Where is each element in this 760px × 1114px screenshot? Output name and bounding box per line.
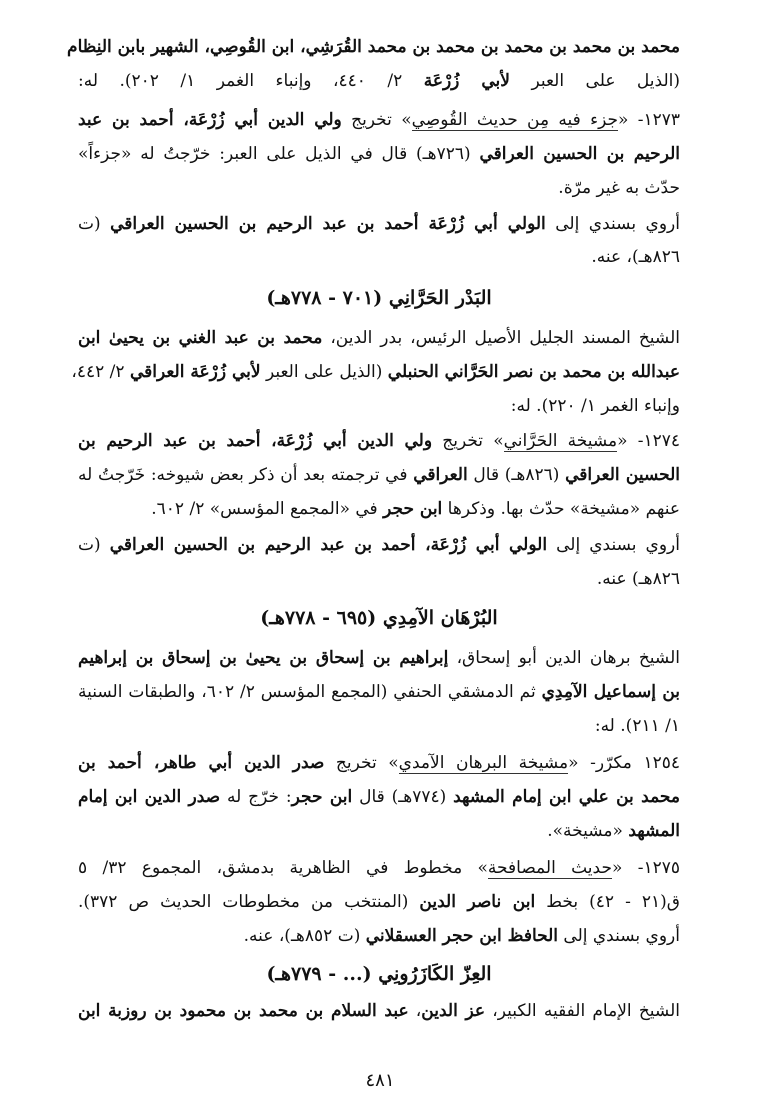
text-line [78,645,680,671]
text-run: ثم الدمشقي الحنفي (المجمع المؤسس ٢/ ٦٠٢، والطبقات السنية [78,682,542,702]
text-line [78,428,680,454]
bold-name: عز الدين [421,1001,486,1021]
bold-name: بن إسماعيل الآمِدِي [541,682,680,702]
text-line [78,244,680,270]
text-run: في «المجمع المؤسس» ٢/ ٦٠٢. [151,499,384,519]
text-run: » تخريج [432,431,504,451]
text-line [78,889,680,915]
text-run: حدّث به غير مرّة. [558,178,680,198]
text-run: ٨٢٦هـ) عنه. [596,569,680,589]
text-run: ١٢٧٤- « [617,431,681,451]
bold-name: ابن حجر [383,499,443,519]
text-line [78,496,680,522]
bold-name: الرحيم بن الحسين العراقي [479,144,680,164]
text-line [78,107,680,133]
text-run: (٧٢٦هـ) قال في الذيل على العبر: خرّجتُ له «جزءاً» [78,144,480,164]
text-run: وإنباء الغمر ١/ ٢٢٠). له: [510,396,680,416]
text-run: الشيخ المسند الجليل الأصيل الرئيس، بدر الدين، [322,328,681,348]
section-heading-burhan-amidi [78,604,680,632]
section-heading-badr-harrani [78,284,680,312]
heading-dates: (٧٠١ - ٧٧٨هـ) [266,287,383,309]
text-line [78,141,680,167]
text-run: الشيخ الإمام الفقيه الكبير، [485,1001,680,1021]
text-run: أروي بسندي إلى [558,926,680,946]
text-line [78,750,680,776]
text-line [71,359,680,385]
text-line [78,818,680,844]
bold-name: محمد بن علي ابن إمام المشهد [453,787,680,807]
bold-name: ابن حجر [291,787,353,807]
text-line [78,998,680,1024]
work-title: مشيخة البرهان الآمدي [398,753,569,773]
text-run: في ترجمته بعد أن ذكر بعض شيوخه: خَرّجتُ له [78,465,414,485]
text-run: » مخطوط في الظاهرية بدمشق، المجموع ٣٢/ ٥ [78,858,488,878]
text-line [78,175,680,201]
bold-name: إبراهيم بن إسحاق بن يحيىٰ بن إسحاق بن إبراهيم [78,648,449,668]
text-run: ١/ ٢١١). له: [594,716,680,736]
text-run: » تخريج [324,753,399,773]
text-run: ٢/ ٤٤٢، [71,362,130,382]
text-line [78,68,680,94]
bold-name: الحسين العراقي [565,465,680,485]
bold-name: لأبي زُرْعَة [423,71,510,91]
heading-dates: (٦٩٥ - ٧٧٨هـ) [260,607,377,629]
text-run: (ت [78,214,111,234]
text-run: (ت [78,535,110,555]
text-run: ٨٢٦هـ)، عنه. [591,247,680,267]
text-run: ١٢٧٣- « [617,110,680,130]
section-heading-izz-kazaruni [78,960,680,988]
bold-name: عبد السلام بن محمد بن محمود بن روزبة ابن [78,1001,409,1021]
text-run: (المنتخب من مخطوطات الحديث ص ٣٧٢). [78,892,420,912]
text-run: (الذيل على العبر [509,71,680,91]
text-line [78,713,680,739]
text-run: الشيخ برهان الدين أبو إسحاق، [448,648,680,668]
text-run: أروي بسندي إلى [547,535,680,555]
bold-name: محمد بن عبد الغني بن يحيىٰ ابن [78,328,323,348]
text-run: ٢/ ٤٤٠، وإنباء الغمر ١/ ٢٠٢). له: [78,71,424,91]
bold-name: صدر الدين أبي طاهر، أحمد بن [78,753,325,773]
bold-name: ابن ناصر الدين [419,892,536,912]
text-line [78,393,680,419]
text-run: ١٢٧٥- « [611,858,680,878]
text-run: : خرّج له [220,787,292,807]
text-line [67,34,680,60]
bold-name: الولي أبي زُرْعَة أحمد بن عبد الرحيم بن الحسين العراقي [110,214,546,234]
page-number: ٤٨١ [365,1070,395,1091]
work-title: جزء فيه مِن حديث القُوصِي [411,110,618,130]
bold-name: الولي أبي زُرْعَة، أحمد بن عبد الرحيم بن الحسين العراقي [109,535,548,555]
text-line [78,325,680,351]
text-line [78,211,680,237]
text-line [78,566,680,592]
bold-name: لأبي زُرْعَة العراقي [129,362,261,382]
text-line [78,679,680,705]
work-title: حديث المصافحة [487,858,612,878]
text-line [78,923,680,949]
bold-name: ولي الدين أبي زُرْعَة، أحمد بن عبد [78,110,342,130]
text-line [78,855,680,881]
bold-name: عبدالله بن محمد بن نصر الحَرَّاني الحنبلي [387,362,680,382]
text-run: (٧٧٤هـ) قال [352,787,454,807]
text-run: (ت ٨٥٢هـ)، عنه. [243,926,366,946]
text-run: ق(٢١ - ٤٢) بخط [535,892,680,912]
text-run: » تخريج [341,110,412,130]
text-run: (الذيل على العبر [260,362,388,382]
bold-name: صدر الدين ابن إمام [78,787,221,807]
bold-name: العراقي [413,465,468,485]
heading-dates: (... - ٧٧٩هـ) [266,963,372,985]
text-line [78,462,680,488]
bold-name: الحافظ ابن حجر العسقلاني [365,926,558,946]
heading-name: العِزّ الكَازَرُونِي [378,963,492,985]
heading-name: البُرْهَان الآمِدِي [382,607,498,629]
text-line [78,784,680,810]
text-run: (٨٢٦هـ) قال [467,465,566,485]
bold-name: المشهد [628,821,680,841]
work-title: مشيخة الحَرَّاني [503,431,618,451]
text-line [78,532,680,558]
text-run: أروي بسندي إلى [545,214,680,234]
text-run: ١٢٥٤ مكرّر- « [568,753,681,773]
text-run: ، [408,1001,422,1021]
text-run: عنهم «مشيخة» حدّث بها. وذكرها [442,499,680,519]
bold-name: ولي الدين أبي زُرْعَة، أحمد بن عبد الرحيم بن [78,431,433,451]
bold-name: محمد بن محمد بن محمد بن محمد بن محمد القُرَشِي، ابن القُوصِي، الشهير بابن النِظام [67,37,680,57]
heading-name: البَدْر الحَرَّانِي [388,287,492,309]
text-run: «مشيخة». [547,821,629,841]
